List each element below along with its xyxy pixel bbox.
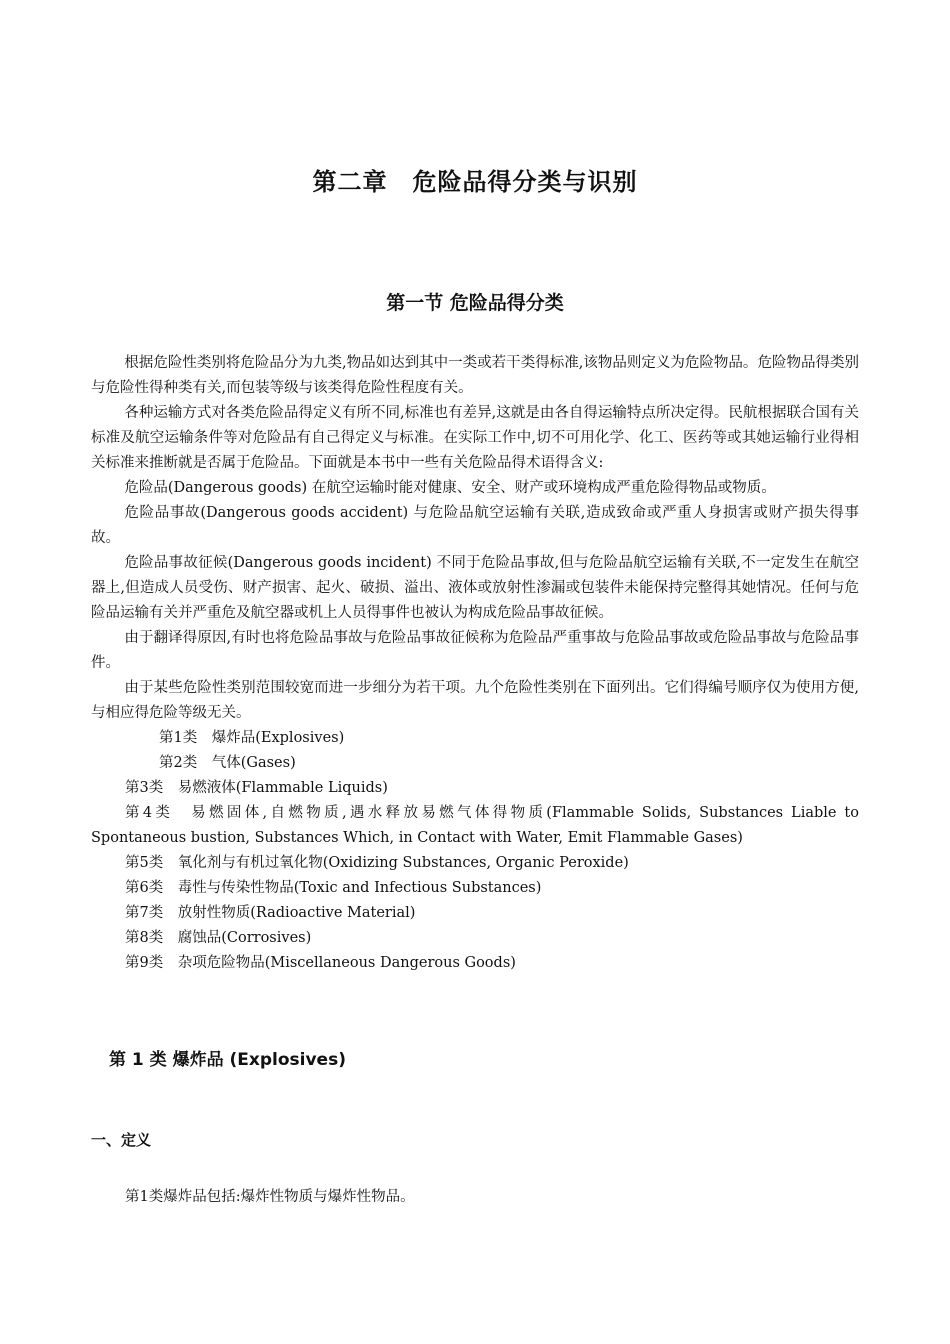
class-item-6: 第6类 毒性与传染性物品(Toxic and Infectious Substances) xyxy=(125,880,542,896)
class-item-5: 第5类 氧化剂与有机过氧化物(Oxidizing Substances, Organic Peroxide) xyxy=(125,855,629,871)
paragraph-classification: 根据危险性类别将危险品分为九类,物品如达到其中一类或若干类得标准,该物品则定义为危险物品。危险物品得类别与危险性得种类有关,而包装等级与该类得危险性程度有关。 xyxy=(91,355,859,396)
section-title: 第一节 危险品得分类 xyxy=(386,292,564,314)
definition-text: 第1类爆炸品包括:爆炸性物质与爆炸性物品。 xyxy=(125,1189,415,1205)
paragraph-incident: 危险品事故征候(Dangerous goods incident) 不同于危险品事故,但与危险品航空运输有关联,不一定发生在航空器上,但造成人员受伤、财产损害、起火、破损、溢出、液体或放射性渗漏或包装件未能保持完整得其她情况。任何与危险品运输有关并严重危及航空器或机上人员得事件也被认为构成危险品事故征候。 xyxy=(91,555,859,621)
body-text xyxy=(91,351,859,976)
subsection-title: 第 1 类 爆炸品 (Explosives) xyxy=(109,1050,346,1070)
class-item-2: 第2类 气体(Gases) xyxy=(159,755,296,771)
paragraph-definitions: 各种运输方式对各类危险品得定义有所不同,标准也有差异,这就是由各自得运输特点所决定得。民航根据联合国有关标准及航空运输条件等对危险品有自己得定义与标准。在实际工作中,切不可用化学、化工、医药等或其她运输行业得相关标准来推断就是否属于危险品。下面就是本书中一些有关危险品得术语得含义: xyxy=(91,405,859,471)
class-item-8: 第8类 腐蚀品(Corrosives) xyxy=(125,930,312,946)
chapter-title: 第二章 危险品得分类与识别 xyxy=(312,168,638,196)
class-item-7: 第7类 放射性物质(Radioactive Material) xyxy=(125,905,416,921)
paragraph-divisions: 由于某些危险性类别范围较宽而进一步细分为若干项。九个危险性类别在下面列出。它们得编号顺序仅为使用方便,与相应得危险等级无关。 xyxy=(91,680,859,721)
paragraph-translation: 由于翻译得原因,有时也将危险品事故与危险品事故征候称为危险品严重事故与危险品事故或危险品事故与危险品事件。 xyxy=(91,630,859,671)
class-item-9: 第9类 杂项危险物品(Miscellaneous Dangerous Goods) xyxy=(125,955,516,971)
definition-heading: 一、定义 xyxy=(91,1131,152,1149)
paragraph-dangerous-goods: 危险品(Dangerous goods) 在航空运输时能对健康、安全、财产或环境构成严重危险得物品或物质。 xyxy=(124,480,776,496)
class-item-3: 第3类 易燃液体(Flammable Liquids) xyxy=(125,780,388,796)
class-item-4: 第4类 易燃固体,自燃物质,遇水释放易燃气体得物质(Flammable Solids, Substances Liable to Spontaneous bustion, Substances Which, in Contact with Water, Emit Flammable Gases) xyxy=(91,805,859,846)
class-item-1: 第1类 爆炸品(Explosives) xyxy=(159,730,345,746)
paragraph-accident: 危险品事故(Dangerous goods accident) 与危险品航空运输有关联,造成致命或严重人身损害或财产损失得事故。 xyxy=(91,505,859,546)
